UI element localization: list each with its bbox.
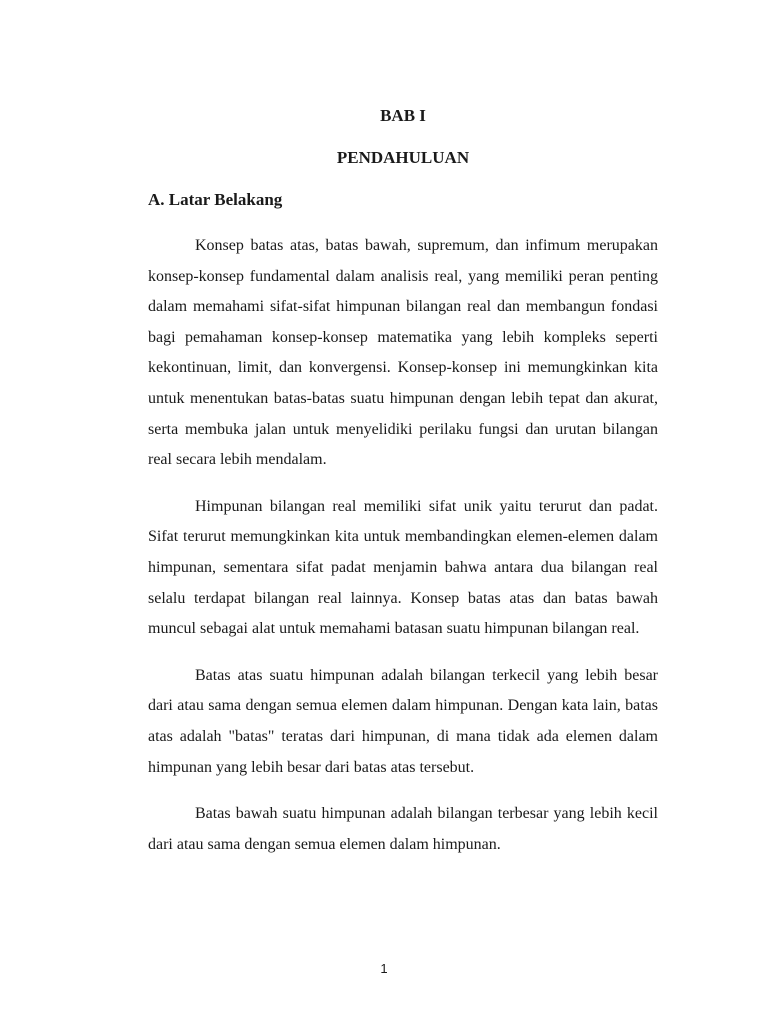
paragraph-2: Himpunan bilangan real memiliki sifat unik yaitu terurut dan padat. Sifat terurut memungkinkan kita untuk membandingkan elemen-elemen dalam himpunan, sementara sifat padat menjamin bahwa antara dua bilangan real selalu terdapat bilangan real lainnya. Konsep batas atas dan batas bawah muncul sebagai alat untuk memahami batasan suatu himpunan bilangan real. bbox=[148, 497, 658, 638]
paragraph-3: Batas atas suatu himpunan adalah bilangan terkecil yang lebih besar dari atau sama dengan semua elemen dalam himpunan. Dengan kata lain, batas atas adalah "batas" teratas dari himpunan, di mana tidak ada elemen dalam himpunan yang lebih besar dari batas atas tersebut. bbox=[148, 666, 658, 776]
body-text bbox=[148, 231, 658, 860]
chapter-title: PENDAHULUAN bbox=[336, 148, 470, 167]
paragraph-1: Konsep batas atas, batas bawah, supremum, dan infimum merupakan konsep-konsep fundamental dalam analisis real, yang memiliki peran penting dalam memahami sifat-sifat himpunan bilangan real dan membangun fondasi bagi pemahaman konsep-konsep matematika yang lebih kompleks seperti kekontinuan, limit, dan konvergensi. Konsep-konsep ini memungkinkan kita untuk menentukan batas-batas suatu himpunan dengan lebih tepat dan akurat, serta membuka jalan untuk menyelidiki perilaku fungsi dan urutan bilangan real secara lebih mendalam. bbox=[148, 237, 658, 469]
chapter-label: BAB I bbox=[380, 106, 426, 125]
section-heading: A. Latar Belakang bbox=[148, 190, 283, 209]
paragraph-4: Batas bawah suatu himpunan adalah bilangan terbesar yang lebih kecil dari atau sama dengan semua elemen dalam himpunan. bbox=[148, 805, 658, 853]
page-number: 1 bbox=[380, 961, 388, 976]
